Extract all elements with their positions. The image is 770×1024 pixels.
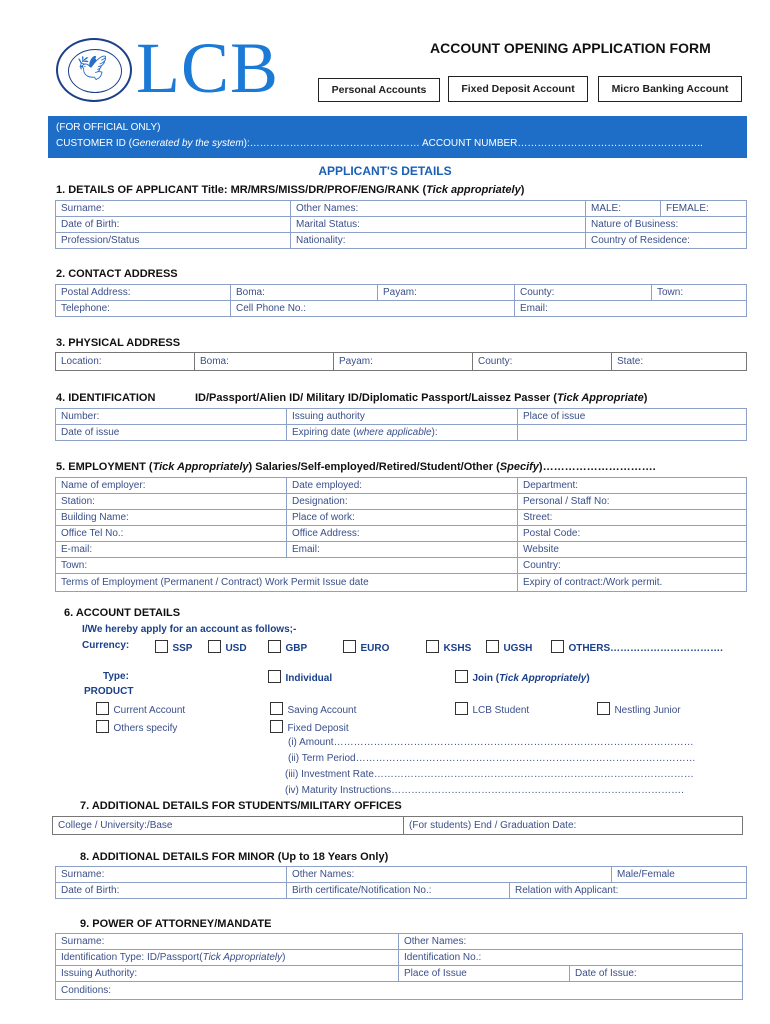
staff-no-field[interactable]: Personal / Staff No:	[518, 494, 747, 510]
others-currency-checkbox[interactable]	[551, 640, 564, 653]
physical-boma-field[interactable]: Boma:	[195, 353, 334, 371]
poa-surname-field[interactable]: Surname:	[56, 934, 399, 950]
product-fixed-deposit[interactable]: Fixed Deposit	[270, 718, 349, 736]
section-2-heading: 2. CONTACT ADDRESS	[56, 268, 178, 280]
form-title: ACCOUNT OPENING APPLICATION FORM	[430, 40, 711, 56]
currency-kshs[interactable]: KSHS	[426, 638, 471, 656]
office-address-field[interactable]: Office Address:	[287, 526, 518, 542]
date-employed-field[interactable]: Date employed:	[287, 478, 518, 494]
applicants-details-title: APPLICANT'S DETAILS	[318, 164, 452, 178]
current-account-checkbox[interactable]	[96, 702, 109, 715]
surname-field[interactable]: Surname:	[56, 201, 291, 217]
usd-checkbox[interactable]	[208, 640, 221, 653]
poa-place-of-issue-field[interactable]: Place of Issue	[399, 966, 570, 982]
poa-other-names-field[interactable]: Other Names:	[399, 934, 743, 950]
issuing-authority-field[interactable]: Issuing authority	[287, 409, 518, 425]
currency-others[interactable]: OTHERS…………………………….	[551, 638, 723, 656]
identification-table	[55, 408, 747, 441]
fd-amount-line[interactable]: (i) Amount………………………………………………………………………………………………	[288, 737, 694, 748]
employer-country-field[interactable]: Country:	[518, 558, 747, 574]
type-label: Type:	[103, 671, 129, 682]
place-of-issue-field[interactable]: Place of issue	[518, 409, 747, 425]
expiring-date-field[interactable]: Expiring date (where applicable):	[287, 425, 518, 441]
nationality-field[interactable]: Nationality:	[291, 233, 586, 249]
department-field[interactable]: Department:	[518, 478, 747, 494]
dove-icon: 🕊	[77, 55, 108, 82]
minor-dob-field[interactable]: Date of Birth:	[56, 883, 287, 899]
employer-town-field[interactable]: Town:	[56, 558, 518, 574]
physical-county-field[interactable]: County:	[473, 353, 612, 371]
product-others-specify[interactable]: Others specify	[96, 718, 177, 736]
minor-details-table	[55, 866, 747, 899]
personal-accounts-option[interactable]: Personal Accounts	[318, 78, 440, 102]
customer-id-line: CUSTOMER ID (Generated by the system):…………………………………………… ACCOUNT NUMBER………………………………………………..	[56, 138, 703, 149]
poa-date-of-issue-field[interactable]: Date of Issue:	[570, 966, 743, 982]
college-field[interactable]: College / University:/Base	[53, 817, 404, 835]
graduation-date-field[interactable]: (For students) End / Graduation Date:	[404, 817, 743, 835]
location-field[interactable]: Location:	[56, 353, 195, 371]
physical-address-table	[55, 352, 747, 371]
email-field[interactable]: Email:	[515, 301, 747, 317]
lcb-student-checkbox[interactable]	[455, 702, 468, 715]
employment-table	[55, 477, 747, 592]
employer-name-field[interactable]: Name of employer:	[56, 478, 287, 494]
designation-field[interactable]: Designation:	[287, 494, 518, 510]
poa-id-number-field[interactable]: Identification No.:	[399, 950, 743, 966]
kshs-checkbox[interactable]	[426, 640, 439, 653]
power-of-attorney-table	[55, 933, 743, 1000]
saving-account-checkbox[interactable]	[270, 702, 283, 715]
fixed-deposit-option[interactable]: Fixed Deposit Account	[448, 76, 588, 102]
contact-address-table	[55, 284, 747, 317]
type-individual[interactable]: Individual	[268, 668, 332, 686]
official-only-label: (FOR OFFICIAL ONLY)	[56, 122, 161, 133]
poa-conditions-field[interactable]: Conditions:	[56, 982, 743, 1000]
section-9-heading: 9. POWER OF ATTORNEY/MANDATE	[80, 918, 272, 930]
street-field[interactable]: Street:	[518, 510, 747, 526]
website-field[interactable]: Website	[518, 542, 747, 558]
ugsh-checkbox[interactable]	[486, 640, 499, 653]
currency-euro[interactable]: EURO	[343, 638, 389, 656]
birth-certificate-field[interactable]: Birth certificate/Notification No.:	[287, 883, 510, 899]
product-nestling-junior[interactable]: Nestling Junior	[597, 700, 681, 718]
currency-usd[interactable]: USD	[208, 638, 247, 656]
office-tel-field[interactable]: Office Tel No.:	[56, 526, 287, 542]
others-specify-checkbox[interactable]	[96, 720, 109, 733]
individual-checkbox[interactable]	[268, 670, 281, 683]
fd-term-line[interactable]: (ii) Term Period…………………………………………………………………………………………	[288, 753, 696, 764]
product-current-account[interactable]: Current Account	[96, 700, 185, 718]
product-label: PRODUCT	[84, 686, 134, 697]
payam-field[interactable]: Payam:	[378, 285, 515, 301]
euro-checkbox[interactable]	[343, 640, 356, 653]
currency-ssp[interactable]: SSP	[155, 638, 192, 656]
apply-statement: I/We hereby apply for an account as follows;-	[82, 624, 297, 635]
work-email-field[interactable]: Email:	[287, 542, 518, 558]
expiry-of-contract-field[interactable]: Expiry of contract:/Work permit.	[518, 574, 747, 592]
country-of-residence-field[interactable]: Country of Residence:	[586, 233, 747, 249]
empty-cell[interactable]	[518, 425, 747, 441]
currency-gbp[interactable]: GBP	[268, 638, 307, 656]
section-7-heading: 7. ADDITIONAL DETAILS FOR STUDENTS/MILITARY OFFICES	[80, 800, 402, 812]
female-option[interactable]: FEMALE:	[661, 201, 747, 217]
product-lcb-student[interactable]: LCB Student	[455, 700, 529, 718]
poa-issuing-authority-field[interactable]: Issuing Authority:	[56, 966, 399, 982]
student-details-table	[52, 816, 743, 835]
nestling-junior-checkbox[interactable]	[597, 702, 610, 715]
date-of-issue-field[interactable]: Date of issue	[56, 425, 287, 441]
ssp-checkbox[interactable]	[155, 640, 168, 653]
poa-id-type-field[interactable]: Identification Type: ID/Passport(Tick Appropriately)	[56, 950, 399, 966]
relation-field[interactable]: Relation with Applicant:	[510, 883, 747, 899]
product-saving-account[interactable]: Saving Account	[270, 700, 356, 718]
town-field[interactable]: Town:	[652, 285, 747, 301]
employer-email-field[interactable]: E-mail:	[56, 542, 287, 558]
terms-of-employment-field[interactable]: Terms of Employment (Permanent / Contract) Work Permit Issue date	[56, 574, 518, 592]
state-field[interactable]: State:	[612, 353, 747, 371]
id-number-field[interactable]: Number:	[56, 409, 287, 425]
county-field[interactable]: County:	[515, 285, 652, 301]
profession-field[interactable]: Profession/Status	[56, 233, 291, 249]
station-field[interactable]: Station:	[56, 494, 287, 510]
bank-seal-logo	[56, 38, 132, 102]
fd-maturity-line[interactable]: (iv) Maturity Instructions…………………………………………………………………………….	[285, 785, 684, 796]
section-8-heading: 8. ADDITIONAL DETAILS FOR MINOR (Up to 18 Years Only)	[80, 851, 389, 863]
male-option[interactable]: MALE:	[586, 201, 661, 217]
fixed-deposit-checkbox[interactable]	[270, 720, 283, 733]
boma-field[interactable]: Boma:	[231, 285, 378, 301]
minor-other-names-field[interactable]: Other Names:	[287, 867, 612, 883]
telephone-field[interactable]: Telephone:	[56, 301, 231, 317]
place-of-work-field[interactable]: Place of work:	[287, 510, 518, 526]
fd-rate-line[interactable]: (iii) Investment Rate……………………………………………………………………………………	[285, 769, 694, 780]
currency-label: Currency:	[82, 640, 130, 651]
type-join[interactable]: Join (Tick Appropriately)	[455, 668, 590, 686]
section-4-heading: 4. IDENTIFICATION	[56, 392, 156, 404]
section-3-heading: 3. PHYSICAL ADDRESS	[56, 337, 181, 349]
join-checkbox[interactable]	[455, 670, 468, 683]
other-names-field[interactable]: Other Names:	[291, 201, 586, 217]
micro-banking-option[interactable]: Micro Banking Account	[598, 76, 742, 102]
section-6-heading: 6. ACCOUNT DETAILS	[64, 607, 181, 619]
date-of-birth-field[interactable]: Date of Birth:	[56, 217, 291, 233]
applicant-details-table	[55, 200, 747, 249]
currency-ugsh[interactable]: UGSH	[486, 638, 532, 656]
minor-gender-field[interactable]: Male/Female	[612, 867, 747, 883]
postal-address-field[interactable]: Postal Address:	[56, 285, 231, 301]
section-1-heading: 1. DETAILS OF APPLICANT Title: MR/MRS/MISS/DR/PROF/ENG/RANK (Tick appropriately)	[56, 184, 525, 196]
section-5-heading: 5. EMPLOYMENT (Tick Appropriately) Salaries/Self-employed/Retired/Student/Other (Specify)………………………….	[56, 461, 656, 473]
id-types-text: ID/Passport/Alien ID/ Military ID/Diplomatic Passport/Laissez Passer (Tick Appropriate)	[195, 392, 648, 404]
building-name-field[interactable]: Building Name:	[56, 510, 287, 526]
official-use-banner	[48, 116, 747, 158]
nature-of-business-field[interactable]: Nature of Business:	[586, 217, 747, 233]
marital-status-field[interactable]: Marital Status:	[291, 217, 586, 233]
minor-surname-field[interactable]: Surname:	[56, 867, 287, 883]
lcb-logo-text: LCB	[136, 28, 280, 108]
physical-payam-field[interactable]: Payam:	[334, 353, 473, 371]
postal-code-field[interactable]: Postal Code:	[518, 526, 747, 542]
gbp-checkbox[interactable]	[268, 640, 281, 653]
cell-phone-field[interactable]: Cell Phone No.:	[231, 301, 515, 317]
